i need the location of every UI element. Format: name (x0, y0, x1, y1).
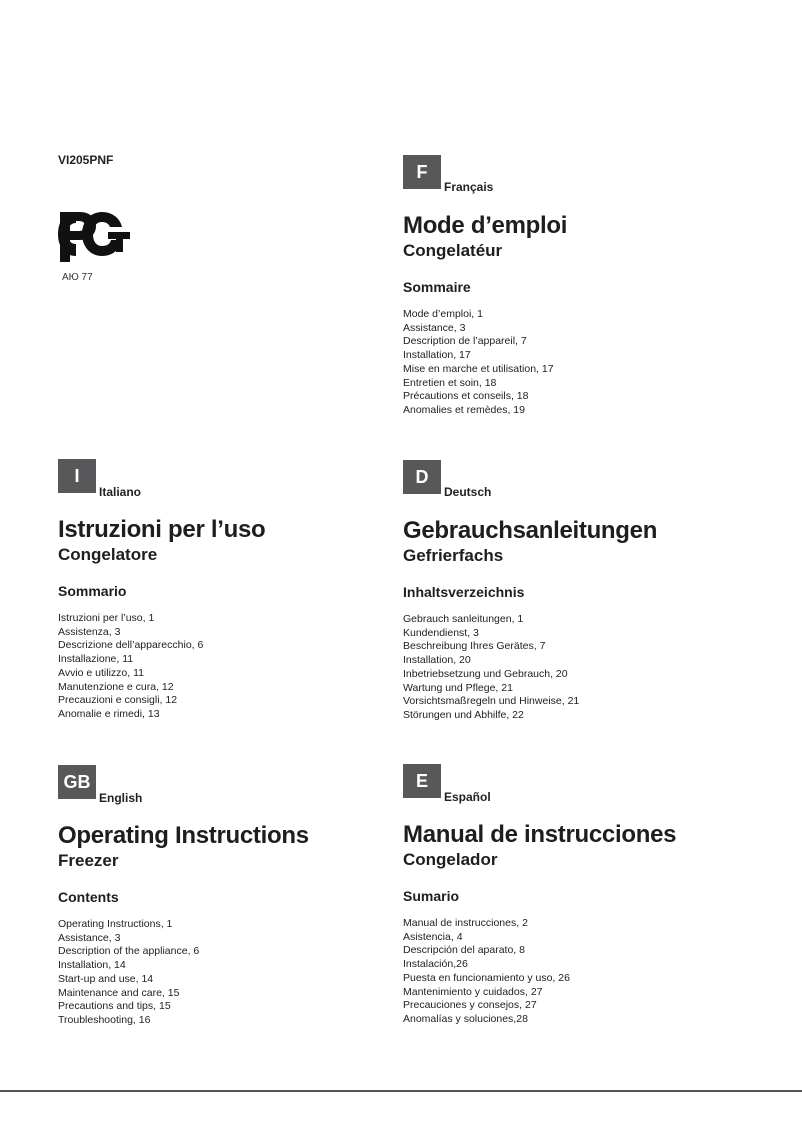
toc-list (403, 308, 733, 418)
toc-item: Vorsichtsmaßregeln und Hinweise, 21 (403, 695, 580, 708)
toc-item: Description de l’appareil, 7 (403, 335, 527, 348)
toc-item: Descripción del aparato, 8 (403, 944, 525, 957)
language-badge-f: F (403, 155, 441, 189)
toc-item: Mode d’emploi, 1 (403, 308, 483, 320)
toc-item: Puesta en funcionamiento y uso, 26 (403, 971, 570, 984)
language-name: Deutsch (444, 485, 492, 499)
bottom-divider (0, 1090, 802, 1092)
toc-item: Installazione, 11 (58, 653, 134, 666)
toc-heading: Sommario (58, 583, 127, 599)
toc-heading: Inhaltsverzeichnis (403, 584, 525, 600)
language-badge-e: E (403, 764, 441, 798)
toc-item: Maintenance and care, 15 (58, 986, 180, 999)
section-spanish (403, 764, 733, 1027)
manual-title: Istruzioni per l’uso (58, 516, 266, 543)
model-number: VI205PNF (58, 153, 114, 167)
toc-list (403, 613, 733, 723)
toc-item: Inbetriebsetzung und Gebrauch, 20 (403, 667, 568, 680)
toc-item: Precautions and tips, 15 (58, 1000, 171, 1013)
toc-item: Assistance, 3 (403, 321, 466, 334)
toc-item: Precauciones y consejos, 27 (403, 999, 537, 1012)
toc-list (58, 918, 388, 1028)
toc-item: Anomalies et remèdes, 19 (403, 403, 525, 416)
manual-subtitle: Congelatéur (403, 241, 503, 260)
manual-subtitle: Congelador (403, 850, 498, 869)
section-english (58, 765, 388, 1028)
manual-title: Manual de instrucciones (403, 821, 677, 848)
language-name: English (99, 791, 143, 805)
toc-item: Anomalie e rimedi, 13 (58, 707, 160, 720)
language-name: Italiano (99, 485, 142, 499)
toc-item: Troubleshooting, 16 (58, 1013, 151, 1026)
toc-item: Precauzioni e consigli, 12 (58, 694, 178, 707)
toc-item: Operating Instructions, 1 (58, 918, 173, 930)
toc-item: Gebrauch sanleitungen, 1 (403, 613, 524, 625)
toc-item: Wartung und Pflege, 21 (403, 681, 513, 694)
toc-item: Assistenza, 3 (58, 625, 121, 638)
section-german (403, 460, 733, 723)
toc-heading: Contents (58, 889, 119, 905)
toc-list (58, 612, 388, 722)
toc-item: Mise en marche et utilisation, 17 (403, 362, 554, 375)
toc-item: Descrizione dell’apparecchio, 6 (58, 639, 204, 652)
certification-code: АЮ 77 (62, 272, 93, 283)
toc-item: Avvio e utilizzo, 11 (58, 666, 144, 679)
toc-item: Kundendienst, 3 (403, 626, 479, 639)
language-badge-d: D (403, 460, 441, 494)
section-french (403, 155, 733, 418)
toc-item: Instalación,26 (403, 958, 468, 971)
toc-item: Assistance, 3 (58, 931, 121, 944)
toc-item: Précautions et conseils, 18 (403, 390, 529, 403)
manual-subtitle: Gefrierfachs (403, 546, 504, 565)
toc-item: Mantenimiento y cuidados, 27 (403, 985, 543, 998)
language-badge-i: I (58, 459, 96, 493)
manual-title: Mode d’emploi (403, 212, 568, 239)
pct-certification-logo (56, 208, 132, 264)
toc-item: Start-up and use, 14 (58, 972, 154, 985)
language-name: Español (444, 790, 491, 804)
toc-item: Beschreibung Ihres Gerätes, 7 (403, 640, 546, 653)
language-name: Français (444, 180, 494, 194)
manual-subtitle: Freezer (58, 851, 119, 870)
toc-heading: Sumario (403, 888, 460, 904)
manual-subtitle: Congelatore (58, 545, 158, 564)
toc-list (403, 917, 733, 1027)
toc-item: Störungen und Abhilfe, 22 (403, 708, 524, 721)
toc-heading: Sommaire (403, 279, 471, 295)
section-italian (58, 459, 388, 722)
manual-title: Gebrauchsanleitungen (403, 517, 658, 544)
toc-item: Description of the appliance, 6 (58, 945, 200, 958)
toc-item: Installation, 14 (58, 959, 126, 972)
toc-item: Installation, 20 (403, 654, 471, 667)
language-badge-gb: GB (58, 765, 96, 799)
toc-item: Asistencia, 4 (403, 930, 463, 943)
toc-item: Installation, 17 (403, 349, 471, 362)
manual-title: Operating Instructions (58, 822, 309, 849)
toc-item: Anomalías y soluciones,28 (403, 1012, 528, 1025)
toc-item: Manutenzione e cura, 12 (58, 680, 174, 693)
toc-item: Istruzioni per l’uso, 1 (58, 612, 155, 624)
toc-item: Entretien et soin, 18 (403, 376, 497, 389)
toc-item: Manual de instrucciones, 2 (403, 917, 528, 929)
